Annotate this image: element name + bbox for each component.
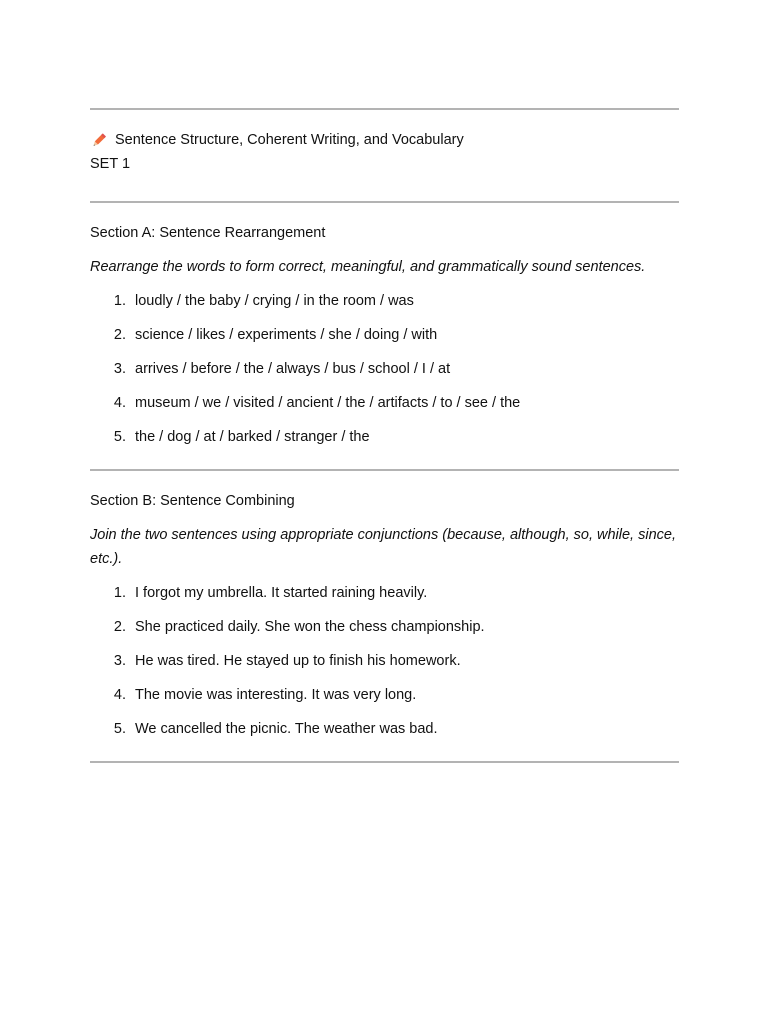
set-label: SET 1 [90,156,131,172]
list-item [90,323,679,347]
section-a [90,203,679,469]
list-item-text: We cancelled the picnic. The weather was bad. [135,721,438,737]
divider [90,761,679,763]
list-item-number: 4. [113,687,126,703]
list-item-text: science / likes / experiments / she / doing / with [135,327,438,343]
list-item-number: 5. [113,721,126,737]
list-item-number: 1. [113,585,126,601]
list-item [90,357,679,381]
list-item [90,391,679,415]
list-item-text: I forgot my umbrella. It started raining heavily. [135,585,428,601]
list-item [90,717,679,741]
section-a-instruction: Rearrange the words to form correct, meaningful, and grammatically sound sentences. [90,259,646,275]
list-item-text: loudly / the baby / crying / in the room / was [135,293,414,309]
list-item-number: 2. [113,327,126,343]
list-item [90,425,679,449]
document-header [90,110,679,201]
section-b-title: Section B: Sentence Combining [90,493,295,509]
list-item [90,649,679,673]
list-item-number: 1. [113,293,126,309]
list-item-number: 4. [113,395,126,411]
list-item-text: The movie was interesting. It was very long. [135,687,417,703]
list-item-text: He was tired. He stayed up to finish his homework. [135,653,461,669]
pencil-icon [90,131,108,149]
title-line [90,128,679,152]
page-title: Sentence Structure, Coherent Writing, and Vocabulary [115,132,464,148]
list-item [90,289,679,313]
list-item-text: museum / we / visited / ancient / the / artifacts / to / see / the [135,395,521,411]
list-item-number: 3. [113,653,126,669]
section-a-title: Section A: Sentence Rearrangement [90,225,326,241]
list-item-number: 2. [113,619,126,635]
section-b-instruction: Join the two sentences using appropriate conjunctions (because, although, so, while, since, etc.). [90,527,676,567]
section-b-list [90,581,679,741]
document-page [90,108,679,763]
list-item-number: 5. [113,429,126,445]
list-item-text: arrives / before / the / always / bus / school / I / at [135,361,451,377]
list-item [90,683,679,707]
list-item [90,581,679,605]
list-item [90,615,679,639]
section-b [90,471,679,761]
list-item-number: 3. [113,361,126,377]
section-a-list [90,289,679,449]
list-item-text: She practiced daily. She won the chess championship. [135,619,485,635]
list-item-text: the / dog / at / barked / stranger / the [135,429,370,445]
